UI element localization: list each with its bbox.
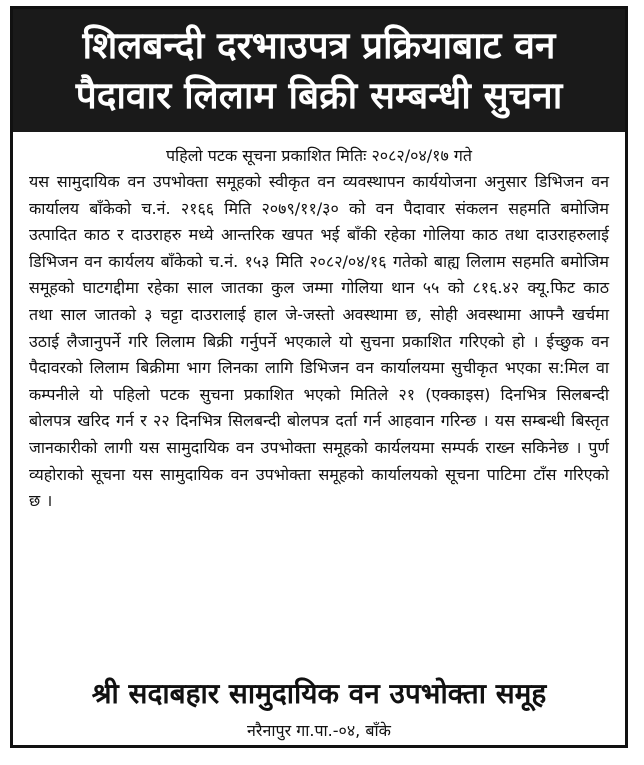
organization-name: श्री सदाबहार सामुदायिक वन उपभोक्ता समूह: [91, 677, 547, 710]
published-date-line: पहिलो पटक सूचना प्रकाशित मितिः २०८२/०४/१७ गते: [165, 146, 473, 165]
notice-paragraph: यस सामुदायिक वन उपभोक्ता समूहको स्वीकृत वन व्यवस्थापन कार्ययोजना अनुसार डिभिजन वन कार्यालय बाँकेको च.नं. २१६६ मिति २०७९/११/३० को वन पैदावार संकलन सहमति बमोजिम उत्पादित काठ र दाउराहरु मध्ये आन्तरिक खपत भई बाँकी रहेका गोलिया काठ तथा दाउराहरुलाई डिभिजन वन कार्यलय बाँकेको च.नं. १५३ मिति २०८२/०४/१६ गतेको बाह्य लिलाम सहमति बमोजिम समूहको घाटगद्दीमा रहेका साल जातका कुल जम्मा गोलिया थान ५५ को ८१६.४२ क्यू.फिट काठ तथा साल जातको ३ चट्टा दाउरालाई हाल जे-जस्तो अवस्थामा छ, सोही अवस्थामा आफ्नै खर्चमा उठाई लैजानुपर्ने गरि लिलाम बिक्री गर्नुपर्ने भएकाले यो सुचना प्रकाशित गरिएको हो । ईच्छुक वन पैदावरको लिलाम बिक्रीमा भाग लिनका लागि डिभिजन वन कार्यालयमा सुचीकृत भएका स:मिल वा कम्पनीले यो पहिलो पटक सुचना प्रकाशित भएको मितिले २१ (एक्काइस) दिनभित्र सिलबन्दी बोलपत्र खरिद गर्न र २२ दिनभित्र सिलबन्दी बोलपत्र दर्ता गर्न आहवान गरिन्छ । यस सम्बन्धी बिस्तृत जानकारीको लागी यस सामुदायिक वन उपभोक्ता समूहको कार्यलयमा सम्पर्क राख्न सकिनेछ । पुर्ण व्यहोराको सूचना यस सामुदायिक वन उपभोक्ता समूहको कार्यालयको सूचना पाटिमा टाँस गरिएको छ ।: [29, 172, 609, 511]
notice-body: [29, 143, 609, 515]
notice-title-line-2: पैदावार लिलाम बिक्री सम्बन्धी सुचना: [75, 74, 563, 117]
notice-title-line-1: शिलबन्दी दरभाउपत्र प्रक्रियाबाट वन: [82, 24, 556, 67]
organization-address: नरैनापुर गा.पा.-०४, बाँके: [247, 721, 391, 740]
notice-card: [10, 6, 628, 748]
notice-header: [13, 9, 625, 132]
signature-block: [13, 674, 625, 744]
